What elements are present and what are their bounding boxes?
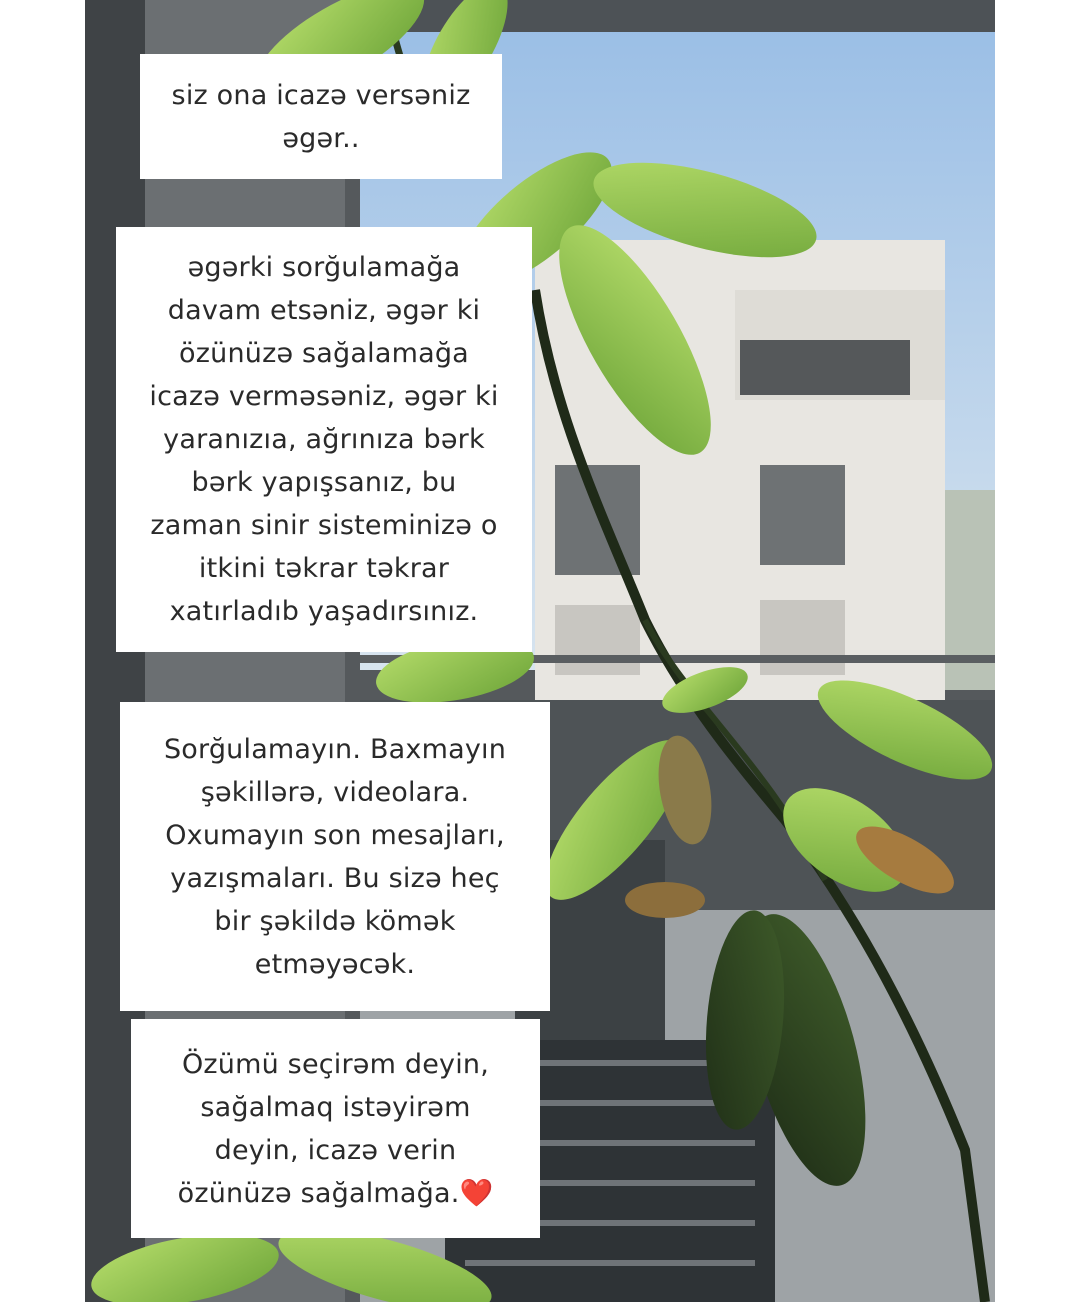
text-card-4 xyxy=(131,1019,540,1238)
heart-icon: ❤️ xyxy=(459,1177,494,1209)
text-card-1-text: siz ona icazə versəniz əgər.. xyxy=(171,79,471,154)
text-card-2-text: əgərki sorğulamağa davam etsəniz, əgər ki özünüzə sağalamağa icazə verməsəniz, əgər ki yaranızıa, ağrınıza bərk bərk yapışsanız, bu zaman sinir sisteminizə o itkini təkrar təkrar xatırladıb yaşadırsınız. xyxy=(149,252,499,627)
text-card-2 xyxy=(116,227,532,652)
text-card-3-text: Sorğulamayın. Baxmayın şəkillərə, videolara. Oxumayın son mesajları, yazışmaları. Bu sizə heç bir şəkildə kömək etməyəcək. xyxy=(163,733,507,980)
text-card-3 xyxy=(120,702,550,1011)
text-card-1 xyxy=(140,54,502,179)
text-card-4-text: Özümü seçirəm deyin, sağalmaq istəyirəm deyin, icazə verin özünüzə sağalmağa. xyxy=(177,1048,490,1209)
text-card-4-content xyxy=(178,1043,494,1215)
